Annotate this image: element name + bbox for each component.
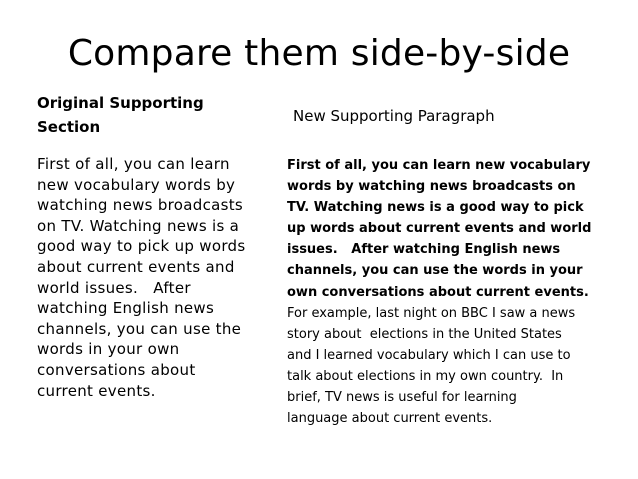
text-line: new vocabulary words by [37,175,236,194]
text-line: talk about elections in my own country. In [287,368,564,384]
text-line: First of all, you can learn [37,155,230,173]
bold-text-block [287,155,609,303]
text-line: First of all, you can learn new vocabulary [287,158,591,173]
text-line: good way to pick up words [37,237,246,256]
slide-title: Compare them side-by-side [67,33,571,74]
text-line: watching English news [37,299,215,318]
original-section-heading [37,91,247,139]
new-paragraph-body [287,155,609,429]
text-line: language about current events. [287,411,493,427]
new-paragraph-heading: New Supporting Paragraph [293,107,495,125]
normal-text-block [287,303,609,430]
text-line: about current events and [37,257,235,276]
text-line: up words about current events and world [287,221,592,237]
heading-line: Section [37,118,101,136]
text-line: on TV. Watching news is a [37,216,240,235]
text-line: conversations about [37,360,196,379]
text-line: words in your own [37,340,180,359]
text-line: For example, last night on BBC I saw a news [287,305,576,321]
text-line: current events. [37,381,156,400]
text-line: brief, TV news is useful for learning [287,390,517,406]
heading-line: Original Supporting [37,94,204,112]
text-line: channels, you can use the [37,319,242,338]
text-line: watching news broadcasts [37,196,244,215]
text-line: issues. After watching English news [287,242,561,258]
text-line: world issues. After [37,278,191,297]
text-line: words by watching news broadcasts on [287,179,576,195]
text-line: and I learned vocabulary which I can use to [287,347,571,363]
text-line: TV. Watching news is a good way to pick [287,200,584,216]
text-line: channels, you can use the words in your [287,263,583,279]
original-section-body [37,154,259,401]
text-line: story about elections in the United States [287,326,562,342]
text-line: own conversations about current events. [287,284,589,300]
